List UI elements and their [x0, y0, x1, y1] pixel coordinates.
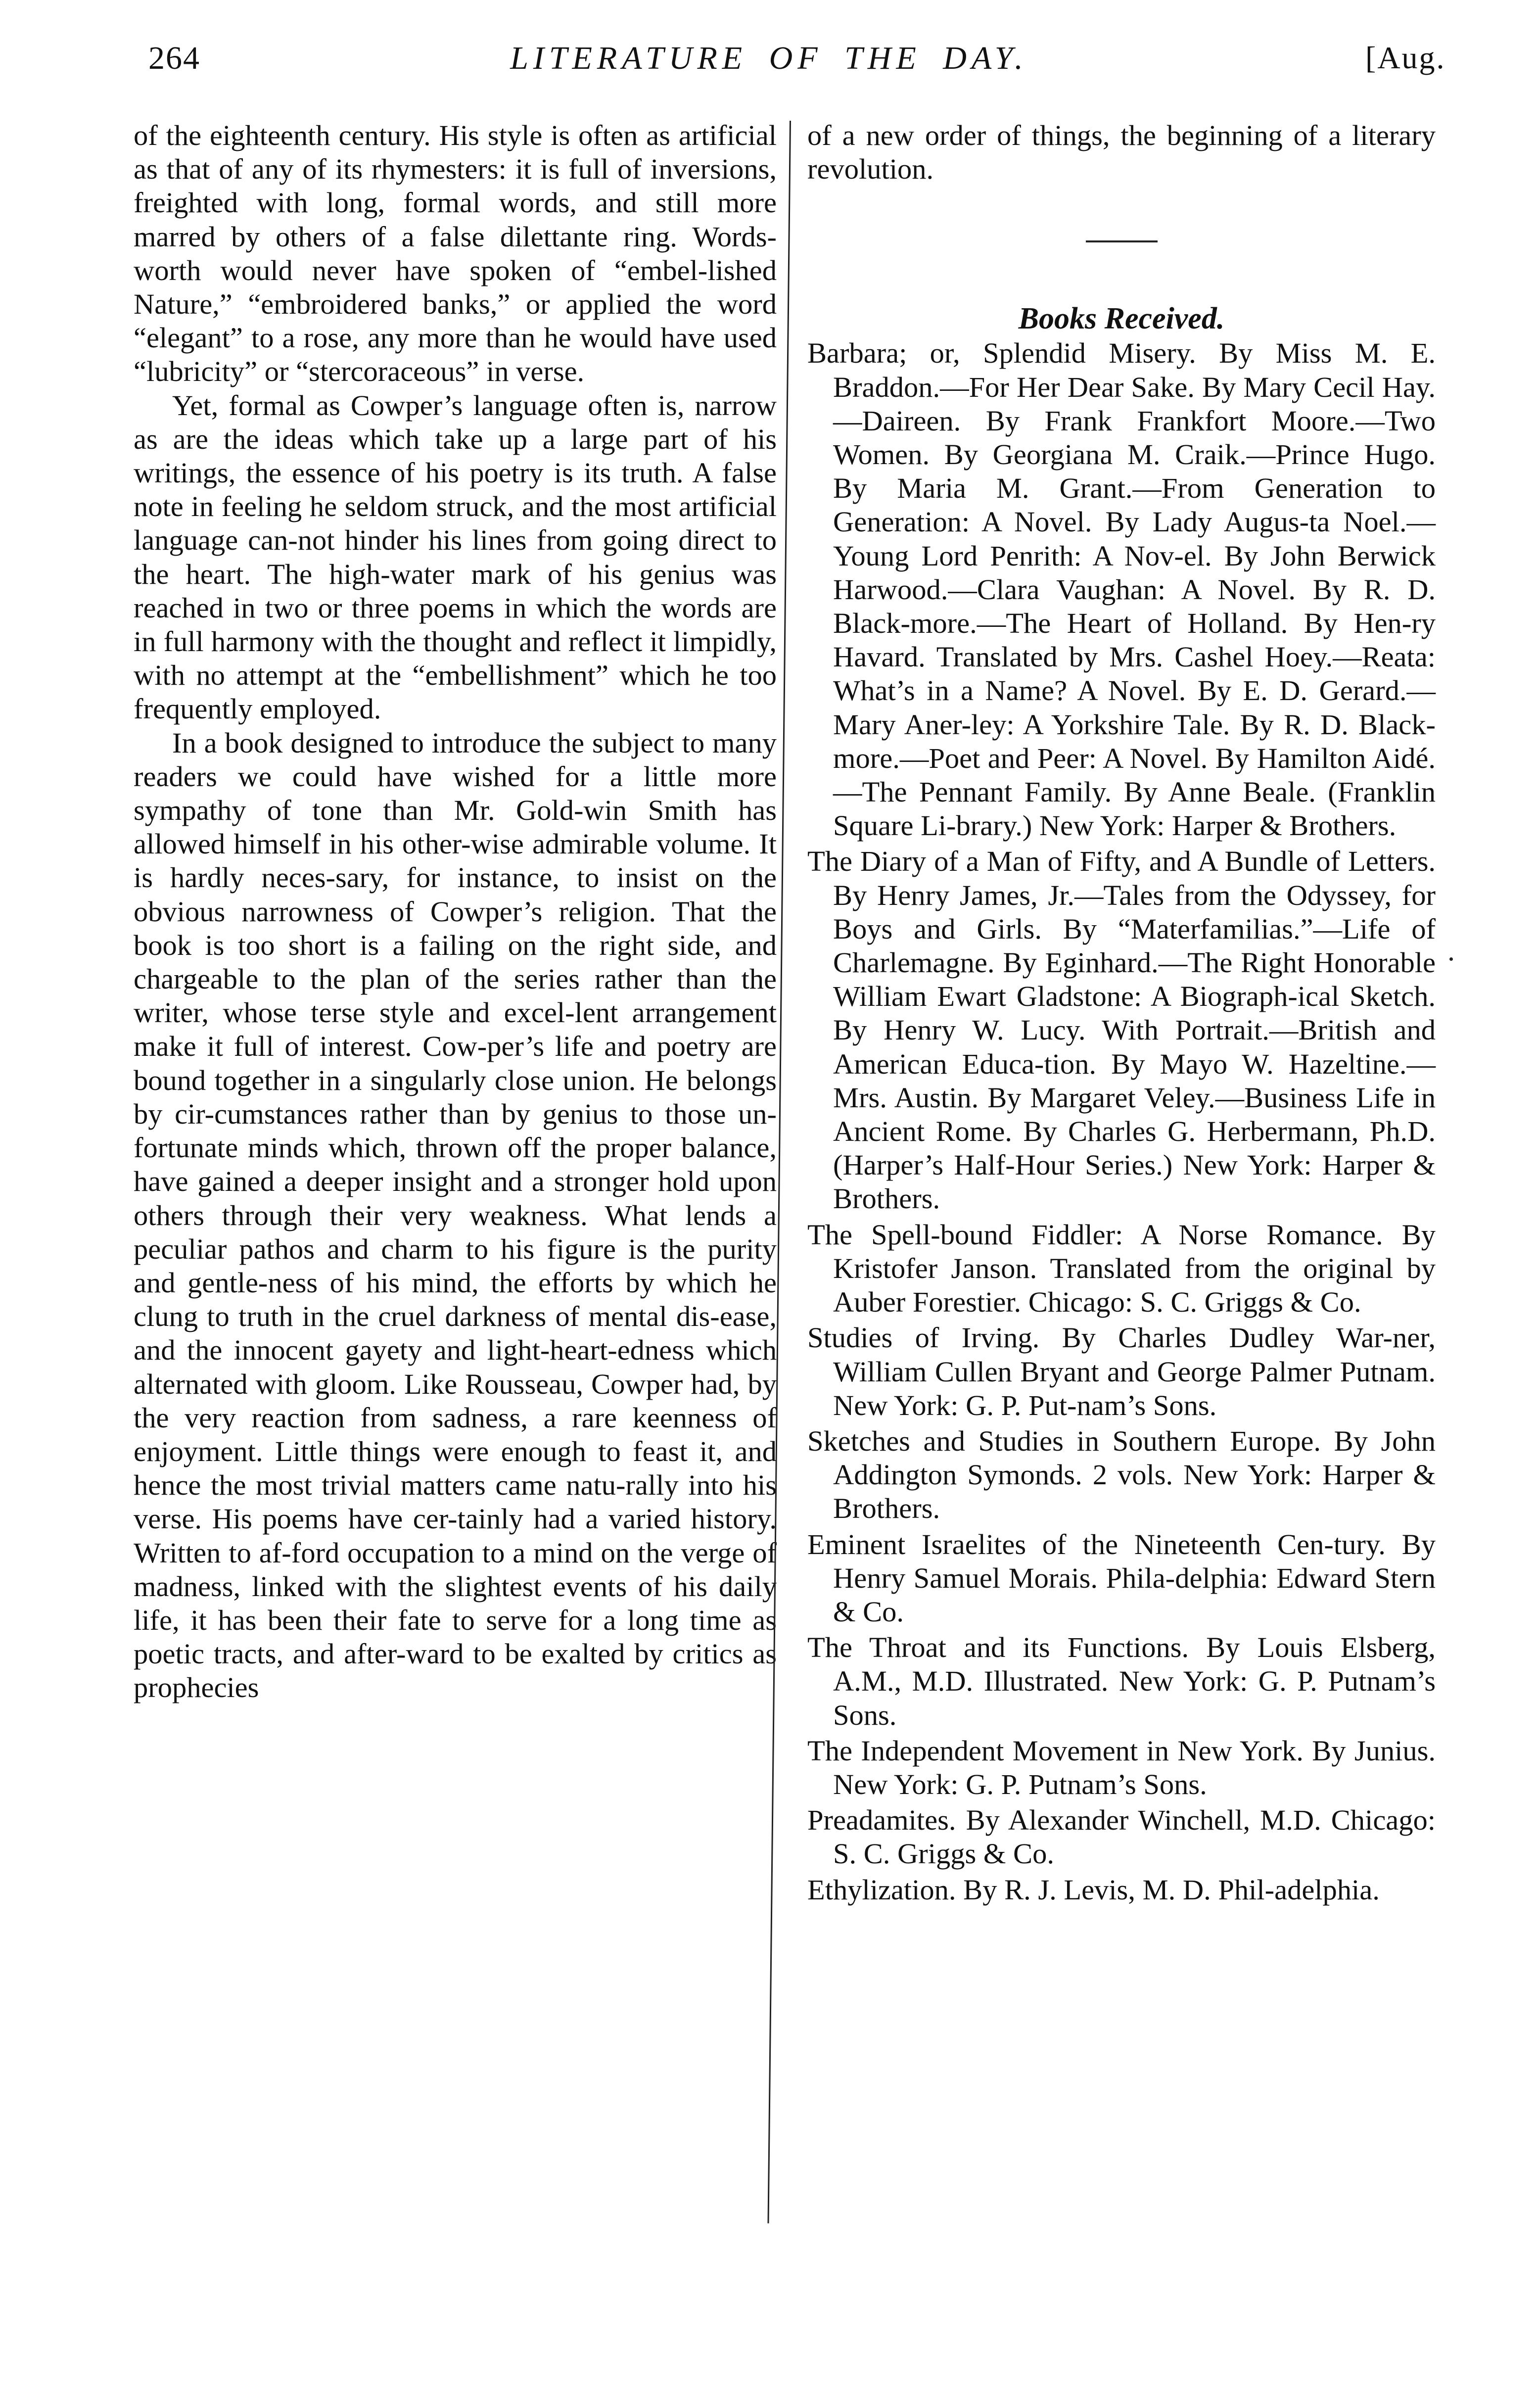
essay-continuation: of a new order of things, the beginning of a literary revolution. [807, 119, 1436, 186]
book-entry: Preadamites. By Alexander Winchell, M.D. Chicago: S. C. Griggs & Co. [807, 1804, 1436, 1870]
book-entry: The Independent Movement in New York. By Junius. New York: G. P. Putnam’s Sons. [807, 1734, 1436, 1800]
essay-paragraph-3: In a book designed to introduce the subject to many readers we could have wished for a little more sympathy of tone than Mr. Gold-win Smith has allowed himself in his other-wise admirable volume. It is hardly neces-sary, for instance, to insist on the obvious narrowness of Cowper’s religion. That the book is too short is a failing on the right side, and chargeable to the plan of the series rather than the writer, whose terse style and excel-lent arrangement make it full of interest. Cow-per’s life and poetry are bound together in a singularly close union. He belongs by cir-cumstances rather than by genius to those un-fortunate minds which, thrown off the proper balance, have gained a deeper insight and a stronger hold upon others through their very weakness. What lends a peculiar pathos and charm to his figure is the purity and gentle-ness of his mind, the efforts by which he clung to truth in the cruel darkness of mental dis-ease, and the innocent gayety and light-heart-edness which alternated with gloom. Like Rousseau, Cowper had, by the very reaction from sadness, a rare keenness of enjoyment. Little things were enough to feast it, and hence the most trivial matters came natu-rally into his verse. His poems have cer-tainly had a varied history. Written to af-ford occupation to a mind on the verge of madness, linked with the slightest events of his daily life, it has been their fate to serve for a long time as poetic tracts, and after-ward to be exalted by critics as prophecies [134, 726, 777, 1704]
book-entry: Ethylization. By R. J. Levis, M. D. Phil-adelphia. [807, 1873, 1380, 1906]
essay-paragraph-2: Yet, formal as Cowper’s language often is, narrow as are the ideas which take up a large part of his writings, the essence of his poetry is its truth. A false note in feeling he seldom struck, and the most artificial language can-not hinder his lines from going direct to the heart. The high-water mark of his genius was reached in two or three poems in which the words are in full harmony with the thought and reflect it limpidly, with no attempt at the “embellishment” which he too frequently employed. [134, 389, 777, 725]
page-header [0, 40, 1538, 94]
issue-month: [Aug. [1365, 40, 1446, 75]
essay-paragraph-1: of the eighteenth century. His style is often as artificial as that of any of its rhymesters: it is full of inversions, freighted with long, formal words, and still more marred by others of a false dilettante ring. Words-worth would never have spoken of “embel-lished Nature,” “embroidered banks,” or applied the word “elegant” to a rose, any more than he would have used “lubricity” or “stercoraceous” in verse. [134, 119, 777, 388]
books-received-list [807, 336, 1436, 1906]
book-entry: The Throat and its Functions. By Louis Elsberg, A.M., M.D. Illustrated. New York: G. P. Putnam’s Sons. [807, 1631, 1436, 1731]
scan-speck [1449, 957, 1453, 961]
right-column [807, 119, 1436, 1907]
books-received-heading: Books Received. [1018, 302, 1225, 336]
book-entry: The Diary of a Man of Fifty, and A Bundle of Letters. By Henry James, Jr.—Tales from the Odyssey, for Boys and Girls. By “Materfamilias.”—Life of Charlemagne. By Eginhard.—The Right Honorable William Ewart Gladstone: A Biograph-ical Sketch. By Henry W. Lucy. With Portrait.—British and American Educa-tion. By Mayo W. Hazeltine.—Mrs. Austin. By Margaret Veley.—Business Life in Ancient Rome. By Charles G. Herbermann, Ph.D. (Harper’s Half-Hour Series.) New York: Harper & Brothers. [807, 845, 1436, 1215]
book-entry: Sketches and Studies in Southern Europe. By John Addington Symonds. 2 vols. New York: Harper & Brothers. [807, 1424, 1436, 1525]
book-entry: Barbara; or, Splendid Misery. By Miss M. E. Braddon.—For Her Dear Sake. By Mary Cecil Hay.—Daireen. By Frank Frankfort Moore.—Two Women. By Georgiana M. Craik.—Prince Hugo. By Maria M. Grant.—From Generation to Generation: A Novel. By Lady Augus-ta Noel.—Young Lord Penrith: A Nov-el. By John Berwick Harwood.—Clara Vaughan: A Novel. By R. D. Black-more.—The Heart of Holland. By Hen-ry Havard. Translated by Mrs. Cashel Hoey.—Reata: What’s in a Name? A Novel. By E. D. Gerard.—Mary Aner-ley: A Yorkshire Tale. By R. D. Black-more.—Poet and Peer: A Novel. By Hamilton Aidé.—The Pennant Family. By Anne Beale. (Franklin Square Li-brary.) New York: Harper & Brothers. [807, 337, 1436, 842]
book-entry: Eminent Israelites of the Nineteenth Cen-tury. By Henry Samuel Morais. Phila-delphia: Edward Stern & Co. [807, 1528, 1436, 1628]
page-number: 264 [148, 40, 200, 76]
book-entry: The Spell-bound Fiddler: A Norse Romance. By Kristofer Janson. Translated from the original by Auber Forestier. Chicago: S. C. Griggs & Co. [807, 1218, 1436, 1319]
running-title: LITERATURE OF THE DAY. [510, 40, 1028, 76]
book-entry: Studies of Irving. By Charles Dudley War-ner, William Cullen Bryant and George Palmer Putnam. New York: G. P. Put-nam’s Sons. [807, 1322, 1436, 1421]
left-column-essay [134, 119, 777, 1705]
section-divider-rule [1086, 240, 1158, 242]
